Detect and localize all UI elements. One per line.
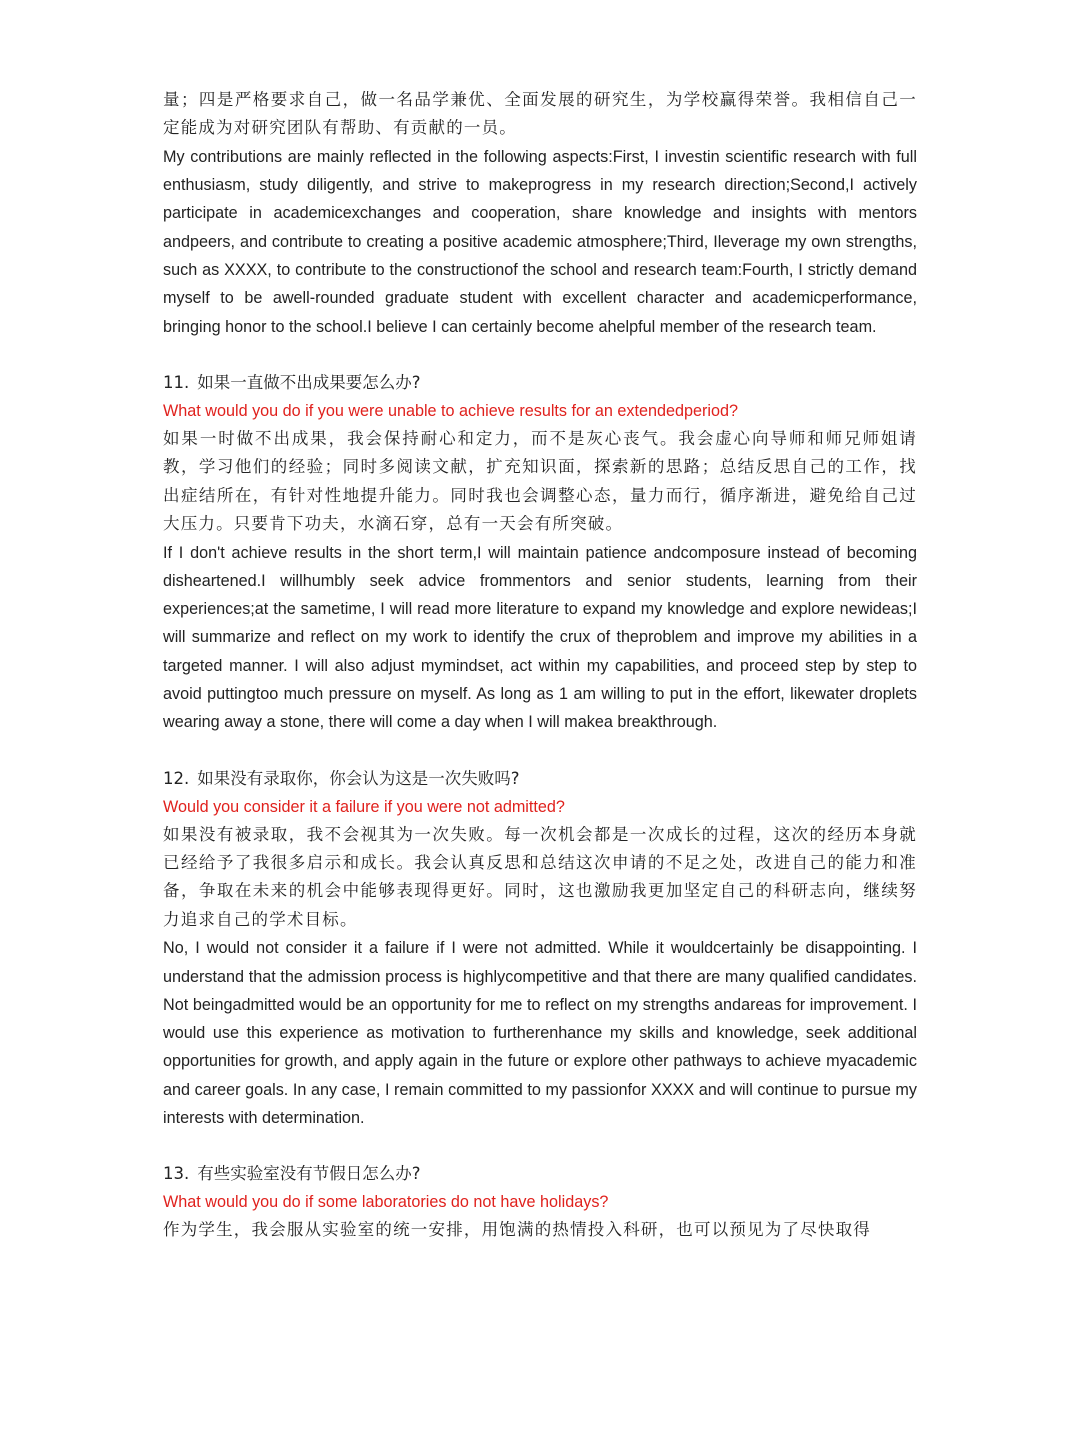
- question-13-title-en: What would you do if some laboratories do not have holidays?: [163, 1193, 609, 1212]
- question-11-title: [163, 369, 917, 397]
- question-13: [163, 1160, 917, 1244]
- question-12-answer-zh: 如果没有被录取，我不会视其为一次失败。每一次机会都是一次成长的过程，这次的经历本身就已经给予了我很多启示和成长。我会认真反思和总结这次申请的不足之处，改进自己的能力和准备，争取在未来的机会中能够表现得更好。同时，这也激励我更加坚定自己的科研志向，继续努力追求自己的学术目标。: [163, 824, 917, 929]
- question-11-answer-en: If I don't achieve results in the short term,I will maintain patience andcomposure instead of becoming disheartened.I willhumbly seek advice frommentors and senior students, learning from their experiences;at the sametime, I will read more literature to expand my knowledge and explore newideas;I will summarize and reflect on my work to identify the crux of theproblem and improve my abilities in a targeted manner. I will also adjust mymindset, act within my capabilities, and proceed step by step to avoid puttingtoo much pressure on myself. As long as 1 am willing to put in the effort, likewater droplets wearing away a stone, there will come a day when I will makea breakthrough.: [163, 543, 917, 732]
- question-12-answer-en: No, I would not consider it a failure if I were not admitted. While it wouldcertainly be disappointing. I understand that the admission process is highlycompetitive and that there are many qualified candidates. Not beingadmitted would be an opportunity for me to reflect on my strengths andareas for improvement. I would use this experience as motivation to furtherenhance my skills and knowledge, seek additional opportunities for growth, and apply again in the future or explore other pathways to achieve myacademic and career goals. In any case, I remain committed to my passionfor XXXX and will continue to pursue my interests with determination.: [163, 939, 917, 1127]
- question-11-title-en: What would you do if you were unable to achieve results for an extendedperiod?: [163, 401, 739, 420]
- question-13-number: 13.: [163, 1164, 190, 1184]
- question-12: [163, 765, 917, 1133]
- question-11: [163, 369, 917, 737]
- intro-en-paragraph: My contributions are mainly reflected in the following aspects:First, I investin scientific research with full enthusiasm, study diligently, and strive to makeprogress in my research direction;Second,I actively participate in academicexchanges and cooperation, share knowledge and insights with mentors andpeers, and contribute to creating a positive academic atmosphere;Third, Ileverage my own strengths, such as XXXX, to contribute to the constructionof the school and research team:Fourth, I strictly demand myself to be awell-rounded graduate student with excellent character and academicperformance, bringing honor to the school.I believe I can certainly become ahelpful member of the research team.: [163, 147, 917, 336]
- question-13-title-zh: 有些实验室没有节假日怎么办?: [197, 1164, 421, 1184]
- question-12-title: [163, 765, 917, 793]
- document-page: [163, 86, 917, 1245]
- intro-section: [163, 86, 917, 341]
- question-13-answer-zh: 作为学生，我会服从实验室的统一安排，用饱满的热情投入科研，也可以预见为了尽快取得: [163, 1220, 871, 1240]
- question-12-number: 12.: [163, 768, 190, 788]
- question-11-title-zh: 如果一直做不出成果要怎么办?: [197, 372, 421, 392]
- question-11-number: 11.: [163, 372, 190, 392]
- question-13-title: [163, 1160, 917, 1188]
- question-12-title-en: Would you consider it a failure if you were not admitted?: [163, 797, 565, 816]
- question-11-answer-zh: 如果一时做不出成果，我会保持耐心和定力，而不是灰心丧气。我会虚心向导师和师兄师姐请教，学习他们的经验；同时多阅读文献，扩充知识面，探索新的思路；总结反思自己的工作，找出症结所在，有针对性地提升能力。同时我也会调整心态，量力而行，循序渐进，避免给自己过大压力。只要肯下功夫，水滴石穿，总有一天会有所突破。: [163, 428, 917, 534]
- intro-zh-paragraph: 量；四是严格要求自己，做一名品学兼优、全面发展的研究生，为学校赢得荣誉。我相信自己一定能成为对研究团队有帮助、有贡献的一员。: [163, 90, 917, 138]
- question-12-title-zh: 如果没有录取你，你会认为这是一次失败吗?: [197, 768, 520, 788]
